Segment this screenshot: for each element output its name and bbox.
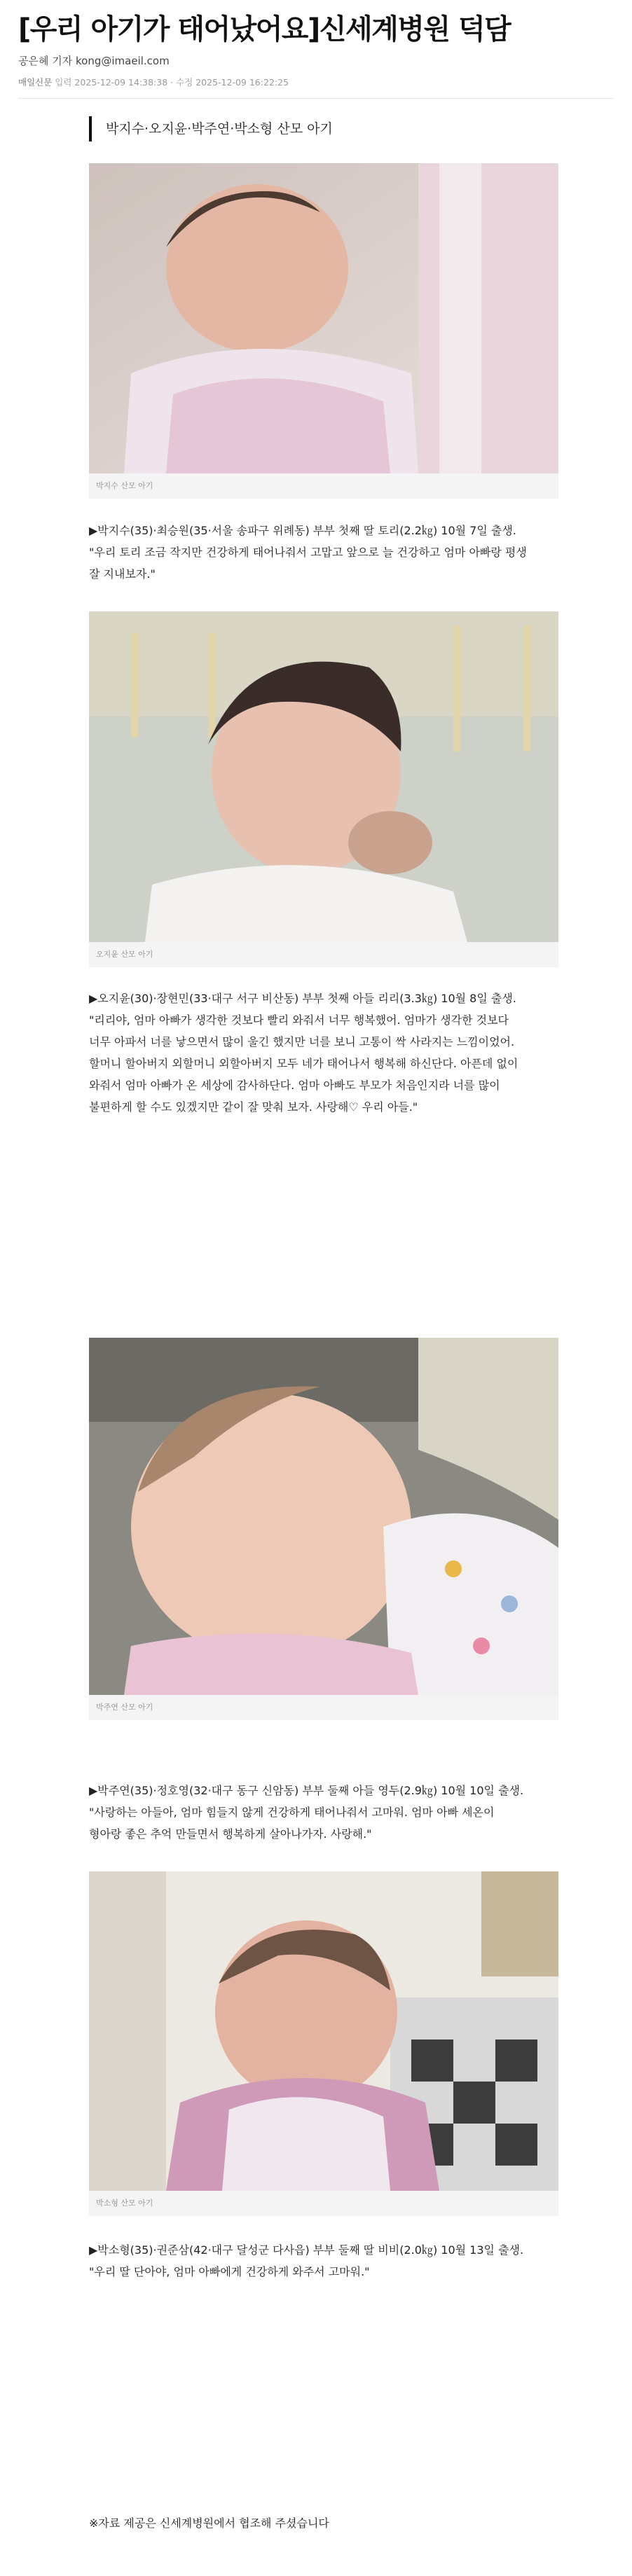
photo-figure-1 bbox=[89, 163, 558, 499]
story-paragraph-4 bbox=[89, 2239, 558, 2283]
baby-photo-4[interactable] bbox=[89, 1871, 558, 2191]
story-line: "우리 딸 단아야, 엄마 아빠에게 건강하게 와주서 고마워." bbox=[89, 2265, 370, 2278]
story-line: 잘 지내보자." bbox=[89, 567, 156, 581]
source-label: 매일신문 bbox=[18, 77, 53, 88]
photo-figure-4 bbox=[89, 1871, 558, 2216]
story-line: "우리 토리 조금 작지만 건강하게 태어나줘서 고맙고 앞으로 늘 건강하고 엄마 아빠랑 평생 bbox=[89, 546, 527, 559]
story-paragraph-1 bbox=[89, 520, 558, 585]
story-line: ▶오지윤(30)·장현민(33·대구 서구 비산동) 부부 첫째 아들 리리(3.3㎏) 10월 8일 출생. bbox=[89, 992, 516, 1005]
photo-caption-4: 박소형 산모 아기 bbox=[89, 2191, 558, 2216]
story-line: ▶박소형(35)·권준삼(42·대구 달성군 다사읍) 부부 둘째 딸 비비(2.0㎏) 10월 13일 출생. bbox=[89, 2243, 524, 2257]
article-title: [우리 아기가 태어났어요]신세계병원 덕담 bbox=[18, 13, 511, 46]
photo-caption-1: 박지수 산모 아기 bbox=[89, 473, 558, 499]
credit-note bbox=[89, 2512, 558, 2534]
story-line: 할머니 할아버지 외할머니 외할아버지 모두 네가 태어나서 행복해 하신단다. 아픈데 없이 bbox=[89, 1057, 518, 1070]
baby-photo-1[interactable] bbox=[89, 163, 558, 473]
story-line: 형아랑 좋은 추억 만들면서 행복하게 살아나가자. 사랑해." bbox=[89, 1827, 372, 1841]
photo-figure-3 bbox=[89, 1338, 558, 1720]
photo-figure-2 bbox=[89, 611, 558, 967]
story-line: 불편하게 할 수도 있겠지만 같이 잘 맞춰 보자. 사랑해♡ 우리 아들." bbox=[89, 1100, 418, 1114]
photo-caption-2: 오지윤 산모 아기 bbox=[89, 942, 558, 967]
byline[interactable]: 공은혜 기자 kong@imaeil.com bbox=[18, 55, 170, 67]
publish-dates: 입력 2025-12-09 14:38:38 · 수정 2025-12-09 16:22:25 bbox=[55, 77, 289, 88]
story-line: "사랑하는 아들아, 엄마 힘들지 않게 건강하게 태어나줘서 고마워. 엄마 아빠 세온이 bbox=[89, 1806, 495, 1819]
story-line: ▶박지수(35)·최승원(35·서울 송파구 위례동) 부부 첫째 딸 토리(2.2㎏) 10월 7일 출생. bbox=[89, 524, 516, 537]
credit-line: ※자료 제공은 신세계병원에서 협조해 주셨습니다 bbox=[89, 2516, 329, 2530]
story-paragraph-3 bbox=[89, 1780, 558, 1845]
baby-photo-2[interactable] bbox=[89, 611, 558, 942]
story-line: "리리야, 엄마 아빠가 생각한 것보다 빨리 와줘서 너무 행복했어. 엄마가 생각한 것보다 bbox=[89, 1013, 509, 1027]
baby-photo-3[interactable] bbox=[89, 1338, 558, 1695]
dateline bbox=[18, 76, 289, 88]
header-divider bbox=[18, 98, 614, 99]
story-line: ▶박주연(35)·정호영(32·대구 동구 신암동) 부부 둘째 아들 영두(2.9㎏) 10월 10일 출생. bbox=[89, 1784, 524, 1797]
photo-caption-3: 박주연 산모 아기 bbox=[89, 1695, 558, 1720]
story-line: 너무 아파서 너를 낳으면서 많이 울긴 했지만 너를 보니 고통이 싹 사라지는 느낌이었어. bbox=[89, 1035, 515, 1048]
article-subtitle: 박지수·오지윤·박주연·박소형 산모 아기 bbox=[89, 116, 333, 141]
story-line: 와줘서 엄마 아빠가 온 세상에 감사하단다. 엄마 아빠도 부모가 처음인지라 너를 많이 bbox=[89, 1079, 500, 1092]
story-paragraph-2 bbox=[89, 988, 558, 1118]
